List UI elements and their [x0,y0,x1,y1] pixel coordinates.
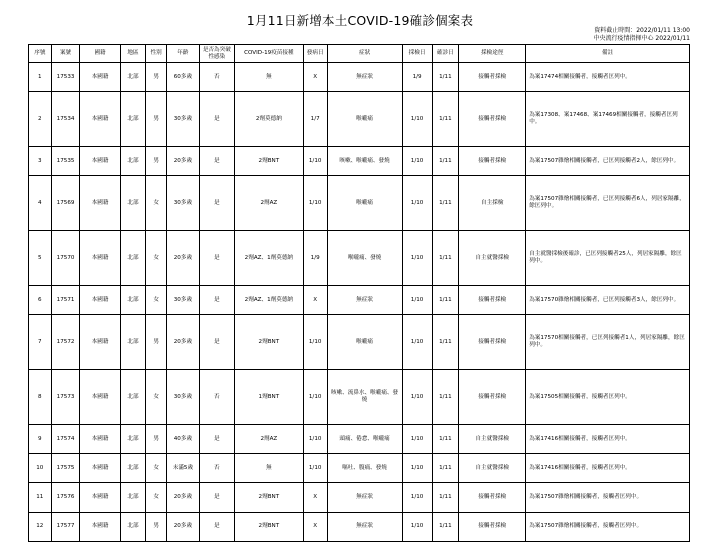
cell-breakthrough: 是 [199,231,234,286]
cell-seq: 8 [29,370,52,425]
cell-region: 北部 [120,483,146,512]
cell-nationality: 本國籍 [80,92,120,147]
cell-breakthrough: 是 [199,92,234,147]
cell-seq: 2 [29,92,52,147]
table-row [29,63,690,92]
cell-case-no: 17572 [51,315,80,370]
cell-symptoms: 無症狀 [327,286,402,315]
cell-vaccination: 無 [234,454,303,483]
table-row [29,454,690,483]
cell-seq: 1 [29,63,52,92]
cell-confirm-date: 1/11 [432,63,459,92]
cell-onset-date: 1/10 [303,147,327,176]
table-row [29,286,690,315]
cell-seq: 5 [29,231,52,286]
cell-remarks: 為案17507雜燴相關接觸者，已匡列接觸者6人，列居家隔離，餘匡列中。 [526,176,690,231]
cell-nationality: 本國籍 [80,424,120,453]
page-title: 1月11日新增本土COVID-19確診個案表 [246,13,474,28]
cell-nationality: 本國籍 [80,147,120,176]
cell-onset-date: 1/9 [303,231,327,286]
cell-confirm-date: 1/11 [432,176,459,231]
table-row [29,483,690,512]
cell-seq: 7 [29,315,52,370]
cell-region: 北部 [120,147,146,176]
cell-test-route: 自主就醫採檢 [459,424,526,453]
cell-vaccination: 2劑AZ、1劑莫德納 [234,286,303,315]
cell-breakthrough: 否 [199,63,234,92]
cell-region: 北部 [120,63,146,92]
table-row [29,176,690,231]
case-table [28,44,690,542]
cell-confirm-date: 1/11 [432,231,459,286]
cell-age: 20多歲 [166,315,199,370]
cell-remarks: 為案17507雜燴相關接觸者，接觸者匡列中。 [526,483,690,512]
cell-sex: 女 [146,454,167,483]
cell-breakthrough: 是 [199,424,234,453]
cell-symptoms: 無症狀 [327,63,402,92]
cell-onset-date: X [303,286,327,315]
cell-age: 30多歲 [166,286,199,315]
cell-test-route: 自主採檢 [459,176,526,231]
cell-test-route: 接觸者採檢 [459,63,526,92]
cell-seq: 3 [29,147,52,176]
cell-confirm-date: 1/11 [432,424,459,453]
cell-seq: 9 [29,424,52,453]
cell-symptoms: 喉嚨痛、發燒 [327,231,402,286]
table-row [29,424,690,453]
cell-age: 20多歲 [166,512,199,541]
cell-onset-date: X [303,483,327,512]
cell-breakthrough: 是 [199,512,234,541]
col-header-symptoms: 症狀 [327,45,402,63]
cell-test-route: 接觸者採檢 [459,147,526,176]
col-header-nationality: 國籍 [80,45,120,63]
cell-symptoms: 無症狀 [327,483,402,512]
cell-symptoms: 喉嚨痛 [327,315,402,370]
cell-vaccination: 2劑莫德納 [234,92,303,147]
cell-region: 北部 [120,454,146,483]
col-header-case-no: 案號 [51,45,80,63]
report-meta [594,27,691,42]
cell-test-date: 1/10 [402,231,432,286]
cell-onset-date: X [303,512,327,541]
cell-breakthrough: 是 [199,483,234,512]
cell-region: 北部 [120,231,146,286]
cell-test-date: 1/10 [402,92,432,147]
cell-symptoms: 無症狀 [327,512,402,541]
cell-case-no: 17575 [51,454,80,483]
cell-nationality: 本國籍 [80,483,120,512]
cell-vaccination: 2劑AZ [234,424,303,453]
table-header [29,45,690,63]
cell-vaccination: 2劑BNT [234,483,303,512]
cell-seq: 6 [29,286,52,315]
table-row [29,512,690,541]
cell-age: 30多歲 [166,370,199,425]
cell-remarks: 為案17507雜燴相關接觸者，已匡列接觸者2人，餘匡列中。 [526,147,690,176]
cell-case-no: 17577 [51,512,80,541]
cell-vaccination: 2劑AZ、1劑莫德納 [234,231,303,286]
cell-confirm-date: 1/11 [432,370,459,425]
cell-age: 30多歲 [166,176,199,231]
cell-symptoms: 咳嗽、流鼻水、喉嚨痛、發燒 [327,370,402,425]
cell-test-date: 1/10 [402,424,432,453]
cell-test-route: 接觸者採檢 [459,286,526,315]
cell-test-route: 接觸者採檢 [459,92,526,147]
cell-region: 北部 [120,92,146,147]
cell-seq: 11 [29,483,52,512]
cell-seq: 4 [29,176,52,231]
cell-remarks: 自主就醫採檢後確診，已匡列接觸者25人，列居家隔離，餘匡列中。 [526,231,690,286]
cell-sex: 女 [146,370,167,425]
cell-sex: 女 [146,176,167,231]
cell-breakthrough: 是 [199,147,234,176]
cell-case-no: 17574 [51,424,80,453]
header-row [29,45,690,63]
cell-age: 20多歲 [166,147,199,176]
cell-case-no: 17570 [51,231,80,286]
cell-nationality: 本國籍 [80,176,120,231]
cell-onset-date: 1/10 [303,424,327,453]
cell-breakthrough: 是 [199,176,234,231]
cell-onset-date: 1/10 [303,176,327,231]
cell-remarks: 為案17416相關接觸者，接觸者匡列中。 [526,454,690,483]
cell-remarks: 為案17570雜燴相關接觸者，已匡列接觸者3人，餘匡列中。 [526,286,690,315]
cell-onset-date: X [303,63,327,92]
cell-test-route: 接觸者採檢 [459,512,526,541]
cell-confirm-date: 1/11 [432,286,459,315]
cell-remarks: 為案17505相關接觸者，接觸者匡列中。 [526,370,690,425]
cell-region: 北部 [120,286,146,315]
table-row [29,370,690,425]
table-row [29,147,690,176]
cell-confirm-date: 1/11 [432,315,459,370]
cell-onset-date: 1/10 [303,454,327,483]
cell-test-date: 1/10 [402,454,432,483]
cell-test-route: 接觸者採檢 [459,483,526,512]
cell-breakthrough: 否 [199,370,234,425]
cell-nationality: 本國籍 [80,454,120,483]
cell-sex: 男 [146,315,167,370]
col-header-vaccination: COVID-19疫苗接種 [234,45,303,63]
cell-region: 北部 [120,370,146,425]
cell-sex: 女 [146,286,167,315]
col-header-onset-date: 發病日 [303,45,327,63]
cell-sex: 男 [146,424,167,453]
cell-test-route: 接觸者採檢 [459,315,526,370]
col-header-region: 地區 [120,45,146,63]
cell-onset-date: 1/10 [303,315,327,370]
cell-nationality: 本國籍 [80,231,120,286]
cell-breakthrough: 否 [199,454,234,483]
col-header-test-date: 採檢日 [402,45,432,63]
cell-seq: 10 [29,454,52,483]
cell-sex: 男 [146,92,167,147]
cell-vaccination: 2劑BNT [234,512,303,541]
cell-nationality: 本國籍 [80,63,120,92]
cell-region: 北部 [120,512,146,541]
cell-region: 北部 [120,176,146,231]
cell-symptoms: 頭痛、倦怠、喉嚨痛 [327,424,402,453]
cell-breakthrough: 是 [199,315,234,370]
cell-sex: 男 [146,512,167,541]
cell-nationality: 本國籍 [80,315,120,370]
cell-symptoms: 喉嚨痛 [327,176,402,231]
cell-test-route: 自主就醫採檢 [459,454,526,483]
cell-test-date: 1/10 [402,147,432,176]
table-row [29,231,690,286]
cell-vaccination: 1劑BNT [234,370,303,425]
cell-onset-date: 1/10 [303,370,327,425]
data-cutoff-time: 資料截止時間：2022/01/11 13:00 [594,27,690,34]
table-body [29,63,690,542]
cell-test-route: 自主就醫採檢 [459,231,526,286]
cell-remarks: 為案17570相關接觸者，已匡列接觸者1人，列居家隔離，餘匡列中。 [526,315,690,370]
cell-age: 60多歲 [166,63,199,92]
cell-case-no: 17534 [51,92,80,147]
source-line: 中央流行疫情指揮中心 2022/01/11 [593,34,690,42]
cell-vaccination: 2劑BNT [234,147,303,176]
cell-age: 40多歲 [166,424,199,453]
cell-region: 北部 [120,424,146,453]
cell-case-no: 17576 [51,483,80,512]
cell-confirm-date: 1/11 [432,454,459,483]
cell-test-date: 1/10 [402,512,432,541]
col-header-confirm-date: 確診日 [432,45,459,63]
cell-case-no: 17535 [51,147,80,176]
cell-vaccination: 2劑AZ [234,176,303,231]
cell-case-no: 17573 [51,370,80,425]
cell-age: 未滿5歲 [166,454,199,483]
col-header-seq: 序號 [29,45,52,63]
cell-test-date: 1/9 [402,63,432,92]
cell-remarks: 為案17416相關接觸者，接觸者匡列中。 [526,424,690,453]
col-header-breakthrough: 是否為突破性感染 [199,45,234,63]
cell-symptoms: 咳嗽、喉嚨痛、發燒 [327,147,402,176]
cell-onset-date: 1/7 [303,92,327,147]
cell-symptoms: 喉嚨痛 [327,92,402,147]
cell-seq: 12 [29,512,52,541]
cell-sex: 男 [146,147,167,176]
table-row [29,92,690,147]
col-header-remarks: 備註 [526,45,690,63]
cell-age: 20多歲 [166,231,199,286]
cell-symptoms: 嘔吐、腹痛、發燒 [327,454,402,483]
cell-vaccination: 無 [234,63,303,92]
cell-test-route: 接觸者採檢 [459,370,526,425]
cell-case-no: 17533 [51,63,80,92]
cell-nationality: 本國籍 [80,512,120,541]
cell-test-date: 1/10 [402,483,432,512]
col-header-test-route: 採檢途徑 [459,45,526,63]
cell-case-no: 17571 [51,286,80,315]
cell-test-date: 1/10 [402,286,432,315]
cell-region: 北部 [120,315,146,370]
cell-nationality: 本國籍 [80,370,120,425]
cell-confirm-date: 1/11 [432,147,459,176]
cell-breakthrough: 是 [199,286,234,315]
cell-vaccination: 2劑BNT [234,315,303,370]
cell-test-date: 1/10 [402,370,432,425]
cell-sex: 女 [146,231,167,286]
cell-confirm-date: 1/11 [432,92,459,147]
cell-confirm-date: 1/11 [432,483,459,512]
cell-remarks: 為案17474相關接觸者，接觸者匡列中。 [526,63,690,92]
col-header-age: 年齡 [166,45,199,63]
cell-nationality: 本國籍 [80,286,120,315]
cell-case-no: 17569 [51,176,80,231]
cell-remarks: 為案17308、案17468、案17469相關接觸者，接觸者匡列中。 [526,92,690,147]
table-row [29,315,690,370]
col-header-sex: 性別 [146,45,167,63]
cell-sex: 女 [146,483,167,512]
cell-sex: 男 [146,63,167,92]
cell-age: 30多歲 [166,92,199,147]
cell-age: 20多歲 [166,483,199,512]
cell-confirm-date: 1/11 [432,512,459,541]
cell-remarks: 為案17507雜燴相關接觸者，接觸者匡列中。 [526,512,690,541]
cell-test-date: 1/10 [402,176,432,231]
cell-test-date: 1/10 [402,315,432,370]
